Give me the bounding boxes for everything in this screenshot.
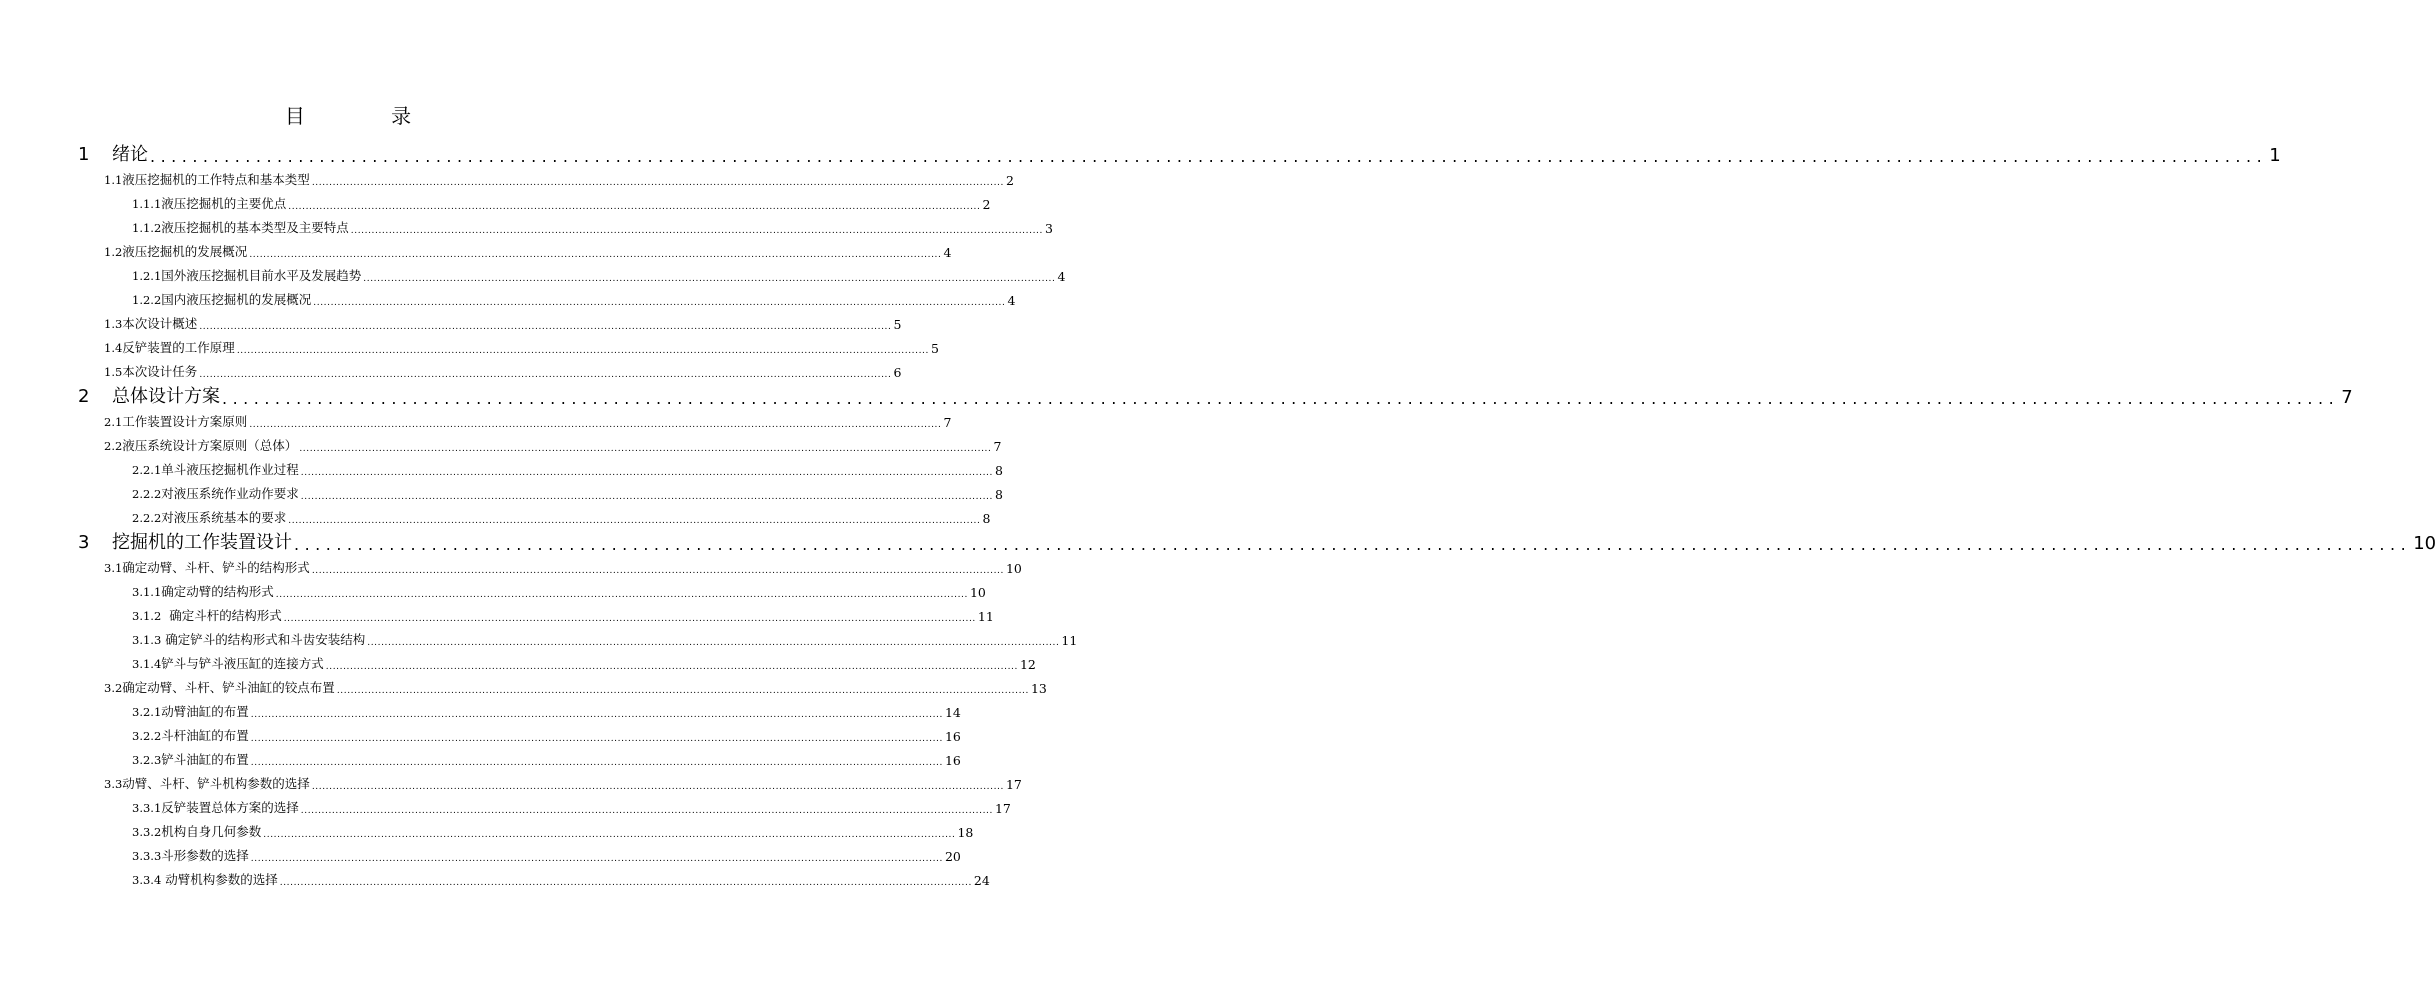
toc-entry-page: 4 [1057, 269, 1066, 284]
toc-entry-number: 3 [78, 532, 90, 553]
toc-leader-dots: ........................................................................................................................................................................................................ [350, 226, 1043, 236]
toc-entry-number: 3.2.2 [132, 729, 162, 743]
toc-entry-number: 3.1.1 [132, 585, 162, 599]
toc-entry-text: 液压系统设计方案原则（总体） [122, 438, 298, 453]
toc-entry-label [132, 582, 274, 600]
toc-leader-dots: ........................................................................................................................................................................................................ [313, 298, 1006, 308]
toc-entry-page: 2 [1005, 173, 1014, 188]
toc-entry-number: 2.2.2 [132, 487, 162, 501]
toc-entry-label [104, 558, 310, 576]
toc-entry-number: 1.1 [104, 173, 123, 187]
toc-entry-number: 3.2.3 [132, 753, 162, 767]
toc-entry-label [132, 750, 249, 768]
toc-leader-dots: ........................................................................................................................................................................................................ [325, 662, 1018, 672]
toc-entry-text: 绪论 [112, 144, 148, 165]
toc-entry-text: 国内液压挖掘机的发展概况 [161, 292, 312, 307]
toc-entry[interactable] [132, 750, 961, 768]
toc-entry-page: 11 [1061, 633, 1078, 648]
toc-leader-dots: ........................................................................................................................................................................................................ [294, 535, 2412, 554]
toc-entry-text: 确定动臂、斗杆、铲斗油缸的铰点布置 [122, 680, 335, 695]
toc-entry-page: 10 [1005, 561, 1022, 576]
toc-entry-text: 液压挖掘机的发展概况 [122, 244, 248, 259]
toc-entry[interactable] [104, 314, 902, 332]
toc-entry-page: 4 [1007, 293, 1016, 308]
toc-entry-number: 3.1.4 [132, 657, 162, 671]
toc-entry[interactable] [132, 266, 1066, 284]
toc-entry-page: 11 [977, 609, 994, 624]
toc-entry[interactable] [132, 460, 1003, 478]
toc-entry-page: 20 [944, 849, 961, 864]
toc-entry-label [104, 362, 197, 380]
toc-entry[interactable] [104, 362, 902, 380]
toc-entry-page: 7 [2341, 387, 2353, 408]
toc-entry-page: 16 [944, 729, 961, 744]
toc-entry-label [132, 194, 286, 212]
toc-entry-number: 3.1.3 [132, 633, 162, 647]
toc-entry[interactable] [132, 290, 1016, 308]
toc-leader-dots: ........................................................................................................................................................................................................ [288, 202, 981, 212]
toc-leader-dots: ........................................................................................................................................................................................................ [199, 322, 892, 332]
toc-entry[interactable] [132, 822, 974, 840]
toc-entry-page: 18 [957, 825, 974, 840]
toc-entry-text: 反铲装置的工作原理 [122, 340, 235, 355]
toc-entry-number: 2.1 [104, 415, 123, 429]
toc-entry-text: 工作装置设计方案原则 [122, 414, 248, 429]
toc-entry[interactable] [132, 654, 1036, 672]
toc-entry[interactable] [104, 242, 952, 260]
toc-entry[interactable] [132, 870, 990, 888]
toc-leader-dots: ........................................................................................................................................................................................................ [299, 444, 992, 454]
toc-entry-number: 1 [78, 144, 90, 165]
toc-entry-label [132, 630, 365, 648]
toc-entry[interactable] [104, 170, 1014, 188]
toc-entry-label [132, 606, 282, 624]
toc-entry[interactable] [78, 530, 2436, 554]
toc-entry-text: 挖掘机的工作装置设计 [112, 532, 292, 553]
toc-leader-dots: ........................................................................................................................................................................................................ [236, 346, 929, 356]
toc-entry[interactable] [78, 142, 2281, 166]
toc-entry-label [104, 774, 310, 792]
toc-leader-dots: ........................................................................................................................................................................................................ [311, 782, 1004, 792]
toc-entry-page: 13 [1030, 681, 1047, 696]
toc-leader-dots: ........................................................................................................................................................................................................ [250, 854, 943, 864]
toc-entry-number: 1.2 [104, 245, 123, 259]
toc-leader-dots: ........................................................................................................................................................................................................ [300, 468, 993, 478]
toc-leader-dots: ........................................................................................................................................................................................................ [311, 566, 1004, 576]
toc-entry-label [104, 170, 310, 188]
toc-leader-dots: ........................................................................................................................................................................................................ [283, 614, 976, 624]
toc-entry-page: 10 [2413, 533, 2436, 554]
toc-leader-dots: ........................................................................................................................................................................................................ [249, 420, 942, 430]
toc-entry[interactable] [132, 194, 991, 212]
toc-entry-label [132, 846, 249, 864]
toc-leader-dots: ........................................................................................................................................................................................................ [311, 178, 1004, 188]
toc-entry-text: 对液压系统作业动作要求 [161, 486, 299, 501]
toc-leader-dots: ........................................................................................................................................................................................................ [222, 389, 2340, 408]
toc-entry-number: 3.3.1 [132, 801, 162, 815]
toc-entry[interactable] [132, 508, 991, 526]
toc-entry-label [132, 798, 299, 816]
toc-entry[interactable] [132, 582, 986, 600]
toc-entry-text: 动臂油缸的布置 [161, 704, 249, 719]
toc-leader-dots: ........................................................................................................................................................................................................ [279, 878, 972, 888]
toc-leader-dots: ........................................................................................................................................................................................................ [250, 758, 943, 768]
toc-entry-text: 铲斗与铲斗液压缸的连接方式 [161, 656, 324, 671]
toc-entry-number: 3.1 [104, 561, 123, 575]
toc-entry-text: 确定动臂、斗杆、铲斗的结构形式 [122, 560, 310, 575]
toc-leader-dots: ........................................................................................................................................................................................................ [150, 147, 2268, 166]
toc-leader-dots: ........................................................................................................................................................................................................ [288, 516, 981, 526]
toc-entry-text: 液压挖掘机的工作特点和基本类型 [122, 172, 310, 187]
toc-entry-page: 1 [2269, 145, 2281, 166]
toc-entry-text: 本次设计概述 [122, 316, 198, 331]
toc-entry-number: 3.2.1 [132, 705, 162, 719]
toc-entry-page: 14 [944, 705, 961, 720]
toc-entry-label [104, 242, 247, 260]
toc-entry-page: 6 [893, 365, 902, 380]
toc-entry[interactable] [132, 630, 1078, 648]
toc-leader-dots: ........................................................................................................................................................................................................ [263, 830, 956, 840]
toc-entry-page: 4 [943, 245, 952, 260]
toc-entry-number: 1.1.1 [132, 197, 162, 211]
toc-entry-label [132, 218, 349, 236]
toc-entry-number: 2.2.2 [132, 511, 162, 525]
toc-entry-number: 1.2.1 [132, 269, 162, 283]
toc-entry-number: 3.3 [104, 777, 123, 791]
toc-entry[interactable] [104, 558, 1022, 576]
toc-leader-dots: ........................................................................................................................................................................................................ [300, 806, 993, 816]
toc-entry-number: 1.4 [104, 341, 123, 355]
toc-entry-text: 斗形参数的选择 [161, 848, 249, 863]
toc-entry[interactable] [132, 798, 1011, 816]
toc-entry-text: 国外液压挖掘机目前水平及发展趋势 [161, 268, 362, 283]
toc-leader-dots: ........................................................................................................................................................................................................ [249, 250, 942, 260]
toc-entry-number: 3.3.3 [132, 849, 162, 863]
toc-entry-label [104, 412, 247, 430]
toc-entry-label [132, 508, 286, 526]
toc-entry-page: 7 [993, 439, 1002, 454]
toc-entry-page: 2 [982, 197, 991, 212]
toc-entry-label [104, 338, 235, 356]
toc-entry-label [132, 822, 261, 840]
toc-entry[interactable] [104, 678, 1047, 696]
toc-entry-label [132, 654, 324, 672]
toc-entry-number: 1.5 [104, 365, 123, 379]
toc-entry-text: 液压挖掘机的主要优点 [161, 196, 287, 211]
toc-entry-text: 动臂、斗杆、铲斗机构参数的选择 [122, 776, 310, 791]
toc-entry-text: 确定铲斗的结构形式和斗齿安装结构 [161, 632, 366, 647]
toc-entry[interactable] [132, 218, 1053, 236]
toc-entry[interactable] [132, 726, 961, 744]
toc-entry[interactable] [78, 384, 2353, 408]
toc-entry-label [132, 870, 278, 888]
toc-entry-number: 3.3.2 [132, 825, 162, 839]
toc-entry-page: 8 [994, 463, 1003, 478]
toc-entry-text: 反铲装置总体方案的选择 [161, 800, 299, 815]
toc-entry-page: 10 [969, 585, 986, 600]
toc-entry-label [132, 484, 299, 502]
toc-entry-page: 17 [1005, 777, 1022, 792]
toc-leader-dots: ........................................................................................................................................................................................................ [300, 492, 993, 502]
toc-leader-dots: ........................................................................................................................................................................................................ [250, 734, 943, 744]
toc-entry-label [132, 726, 249, 744]
toc-entry-number: 3.3.4 [132, 873, 162, 887]
toc-entry-page: 7 [943, 415, 952, 430]
toc-entry-number: 1.2.2 [132, 293, 162, 307]
toc-entry-text: 机构自身几何参数 [161, 824, 262, 839]
toc-entry-text: 总体设计方案 [112, 386, 220, 407]
toc-leader-dots: ........................................................................................................................................................................................................ [367, 638, 1060, 648]
toc-leader-dots: ........................................................................................................................................................................................................ [363, 274, 1056, 284]
toc-entry[interactable] [104, 412, 952, 430]
toc-entry-text: 液压挖掘机的基本类型及主要特点 [161, 220, 349, 235]
toc-entry-page: 8 [994, 487, 1003, 502]
toc-entry[interactable] [132, 846, 961, 864]
toc-entry-page: 8 [982, 511, 991, 526]
toc-entry-number: 1.1.2 [132, 221, 162, 235]
toc-entry[interactable] [132, 484, 1003, 502]
toc-leader-dots: ........................................................................................................................................................................................................ [250, 710, 943, 720]
toc-entry-page: 5 [893, 317, 902, 332]
toc-entry[interactable] [132, 702, 961, 720]
toc-entry[interactable] [132, 606, 994, 624]
toc-entry-text: 动臂机构参数的选择 [161, 872, 278, 887]
toc-entry-label [132, 290, 311, 308]
toc-entry-text: 斗杆油缸的布置 [161, 728, 249, 743]
toc-entry[interactable] [104, 774, 1022, 792]
toc-entry-number: 1.3 [104, 317, 123, 331]
toc-entry-label [78, 382, 220, 408]
toc-entry-number: 2.2.1 [132, 463, 162, 477]
toc-entry-page: 5 [930, 341, 939, 356]
toc-entry-number: 2 [78, 386, 90, 407]
toc-leader-dots: ........................................................................................................................................................................................................ [199, 370, 892, 380]
toc-entry-number: 3.2 [104, 681, 123, 695]
toc-entry-text: 对液压系统基本的要求 [161, 510, 287, 525]
toc-entry-text: 单斗液压挖掘机作业过程 [161, 462, 299, 477]
toc-entry-label [78, 140, 148, 166]
toc-entry-page: 3 [1044, 221, 1053, 236]
toc-entry-text: 铲斗油缸的布置 [161, 752, 249, 767]
toc-entry-page: 16 [944, 753, 961, 768]
toc-entry-label [104, 314, 197, 332]
toc-entry[interactable] [104, 436, 1002, 454]
toc-entry-number: 3.1.2 [132, 609, 162, 623]
toc-entry-label [104, 436, 297, 454]
toc-entry-text: 本次设计任务 [122, 364, 198, 379]
toc-entry-number: 2.2 [104, 439, 123, 453]
toc-entry-text: 确定斗杆的结构形式 [161, 608, 282, 623]
toc-entry-label [132, 460, 299, 478]
toc-leader-dots: ........................................................................................................................................................................................................ [275, 590, 968, 600]
page-title: 目 录 [284, 104, 452, 128]
toc-leader-dots: ........................................................................................................................................................................................................ [336, 686, 1029, 696]
toc-entry-page: 12 [1019, 657, 1036, 672]
toc-entry-text: 确定动臂的结构形式 [161, 584, 274, 599]
toc-entry-page: 17 [994, 801, 1011, 816]
toc-entry-label [104, 678, 335, 696]
toc-entry[interactable] [104, 338, 939, 356]
toc-entry-label [78, 528, 292, 554]
toc-entry-page: 24 [973, 873, 990, 888]
toc-entry-label [132, 702, 249, 720]
toc-entry-label [132, 266, 361, 284]
